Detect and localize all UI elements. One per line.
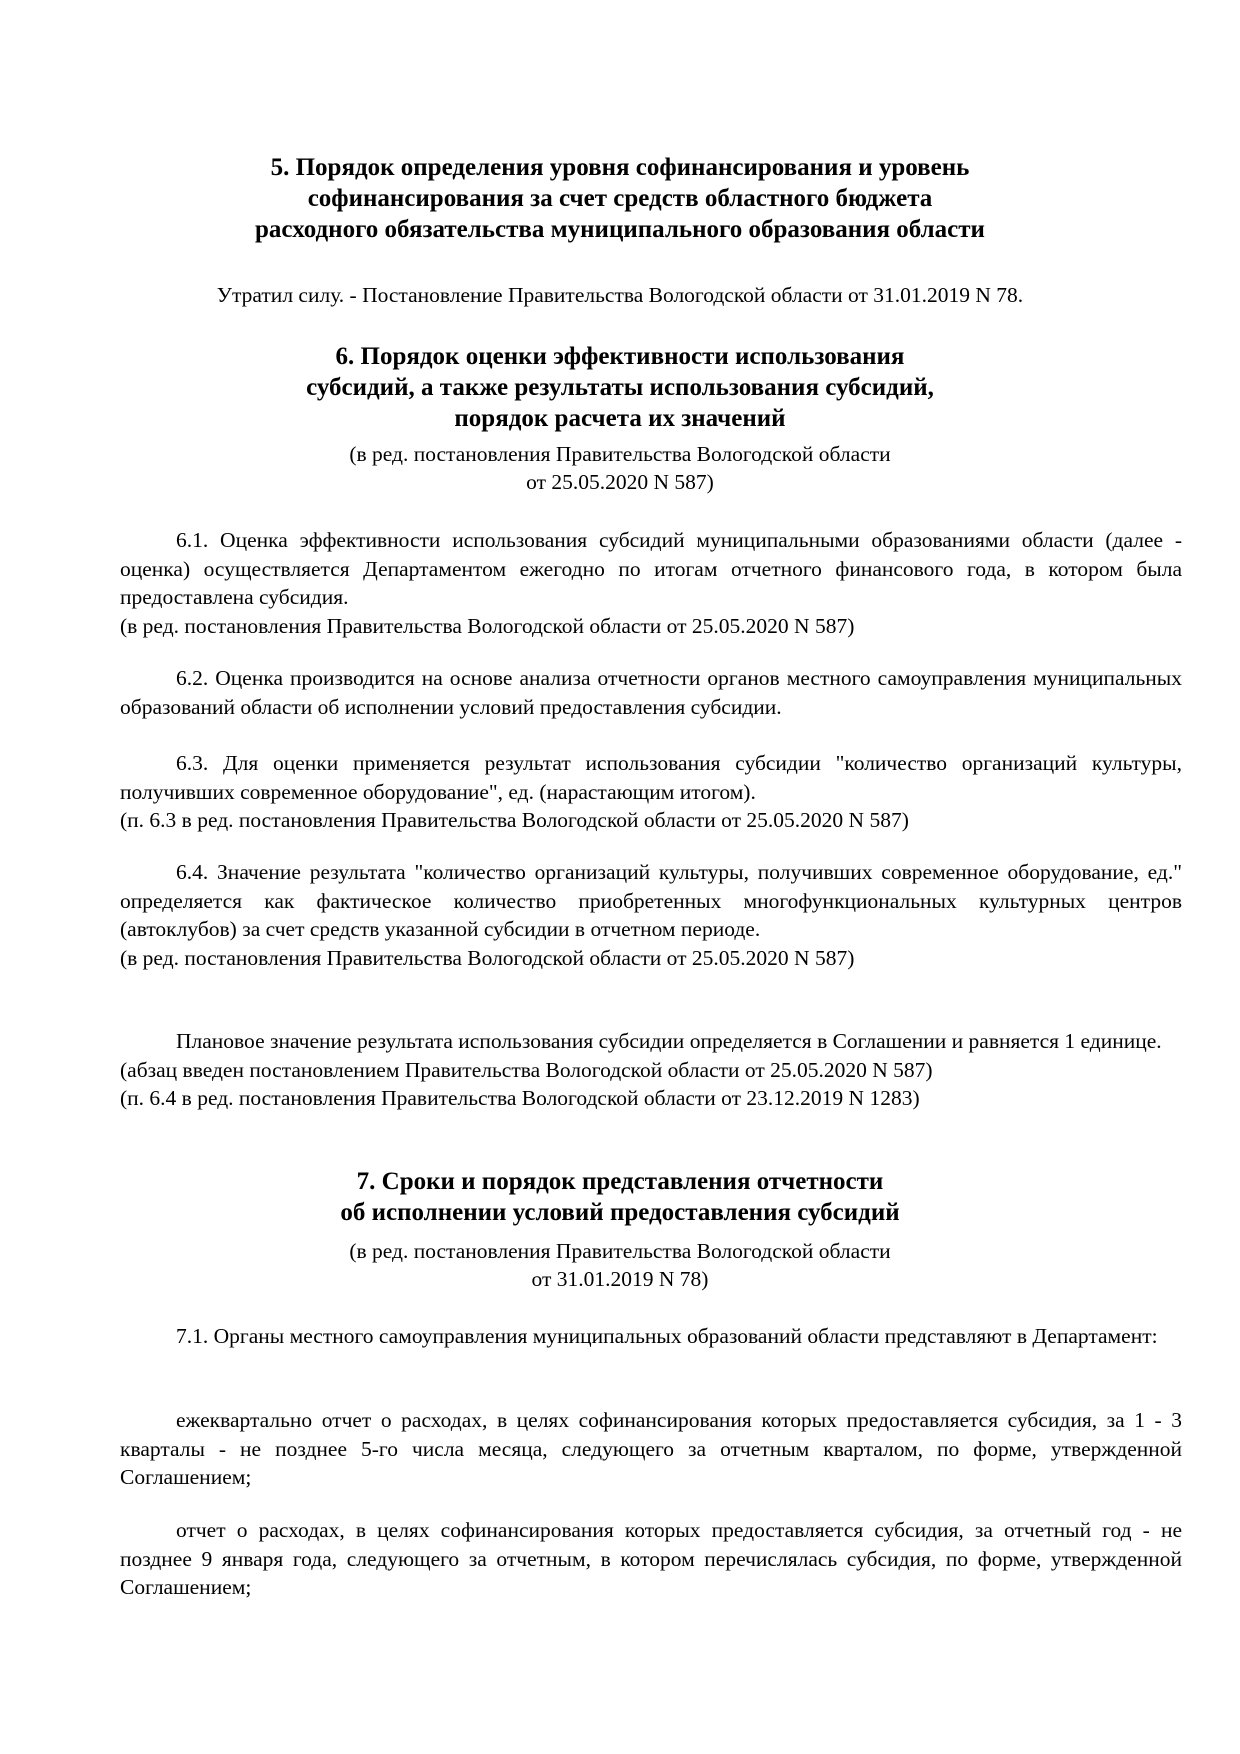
title-line: порядок расчета их значений (454, 405, 786, 432)
paragraph-6-1 (120, 526, 1182, 640)
paragraph-6-4 (120, 858, 1182, 972)
amendment-ref: (в ред. постановления Правительства Вологодской области от 25.05.2020 N 587) (120, 945, 855, 970)
paragraph-annual-report (120, 1516, 1182, 1602)
ref-line: от 25.05.2020 N 587) (526, 470, 714, 494)
paragraph-text: 6.2. Оценка производится на основе анализа отчетности органов местного самоуправления муниципальных образований области об исполнении условий предоставления субсидии. (120, 666, 1182, 719)
amendment-ref: (п. 6.3 в ред. постановления Правительства Вологодской области от 25.05.2020 N 587) (120, 808, 909, 833)
ref-line: (в ред. постановления Правительства Вологодской области (349, 442, 891, 466)
title-line: софинансирования за счет средств областного бюджета (307, 185, 933, 212)
title-line: 6. Порядок оценки эффективности использования (335, 343, 905, 370)
paragraph-text: ежеквартально отчет о расходах, в целях софинансирования которых предоставляется субсидия, за 1 - 3 кварталы - не позднее 5-го числа месяца, следующего за отчетным кварталом, по форме, утвержденной Соглашением; (120, 1408, 1182, 1490)
section-7-amendment-ref (0, 1237, 1240, 1293)
ref-line: (в ред. постановления Правительства Вологодской области (349, 1239, 891, 1263)
title-line: 7. Сроки и порядок представления отчетности (356, 1168, 884, 1195)
ref-line: от 31.01.2019 N 78) (531, 1267, 709, 1291)
title-line: расходного обязательства муниципального образования области (255, 216, 985, 243)
paragraph-6-3 (120, 749, 1182, 835)
section-6-amendment-ref (0, 440, 1240, 496)
paragraph-text: 6.4. Значение результата "количество организаций культуры, получивших современное оборудование, ед." определяется как фактическое количество приобретенных многофункциональных культурных центров (автоклубов) за счет средств указанной субсидии в отчетном периоде. (120, 860, 1182, 942)
section-5-repeal-note: Утратил силу. - Постановление Правительства Вологодской области от 31.01.2019 N 78. (216, 283, 1024, 307)
section-5-title (0, 152, 1240, 245)
title-line: 5. Порядок определения уровня софинансирования и уровень (270, 154, 970, 181)
paragraph-planned-value (120, 1027, 1182, 1113)
paragraph-7-1 (120, 1322, 1182, 1351)
paragraph-text: Плановое значение результата использования субсидии определяется в Соглашении и равняется 1 единице. (176, 1029, 1162, 1053)
paragraph-text: 7.1. Органы местного самоуправления муниципальных образований области представляют в Департамент: (176, 1324, 1158, 1348)
paragraph-quarterly-report (120, 1406, 1182, 1492)
section-7-title (0, 1166, 1240, 1228)
title-line: об исполнении условий предоставления субсидий (340, 1199, 900, 1226)
paragraph-text: отчет о расходах, в целях софинансирования которых предоставляется субсидия, за отчетный год - не позднее 9 января года, следующего за отчетным, в котором перечислялась субсидия, по форме, утвержденной Соглашением; (120, 1518, 1182, 1600)
paragraph-6-2 (120, 664, 1182, 721)
amendment-ref: (в ред. постановления Правительства Вологодской области от 25.05.2020 N 587) (120, 613, 855, 638)
title-line: субсидий, а также результаты использования субсидий, (306, 374, 934, 401)
amendment-ref: (абзац введен постановлением Правительства Вологодской области от 25.05.2020 N 587) (120, 1057, 933, 1082)
paragraph-text: 6.3. Для оценки применяется результат использования субсидии "количество организаций культуры, получивших современное оборудование", ед. (нарастающим итогом). (120, 751, 1182, 804)
paragraph-text: 6.1. Оценка эффективности использования субсидий муниципальными образованиями области (далее - оценка) осуществляется Департаментом ежегодно по итогам отчетного финансового года, в котором была предоставлена субсидия. (120, 528, 1182, 610)
amendment-ref: (п. 6.4 в ред. постановления Правительства Вологодской области от 23.12.2019 N 1283) (120, 1086, 920, 1111)
section-6-title (0, 341, 1240, 434)
